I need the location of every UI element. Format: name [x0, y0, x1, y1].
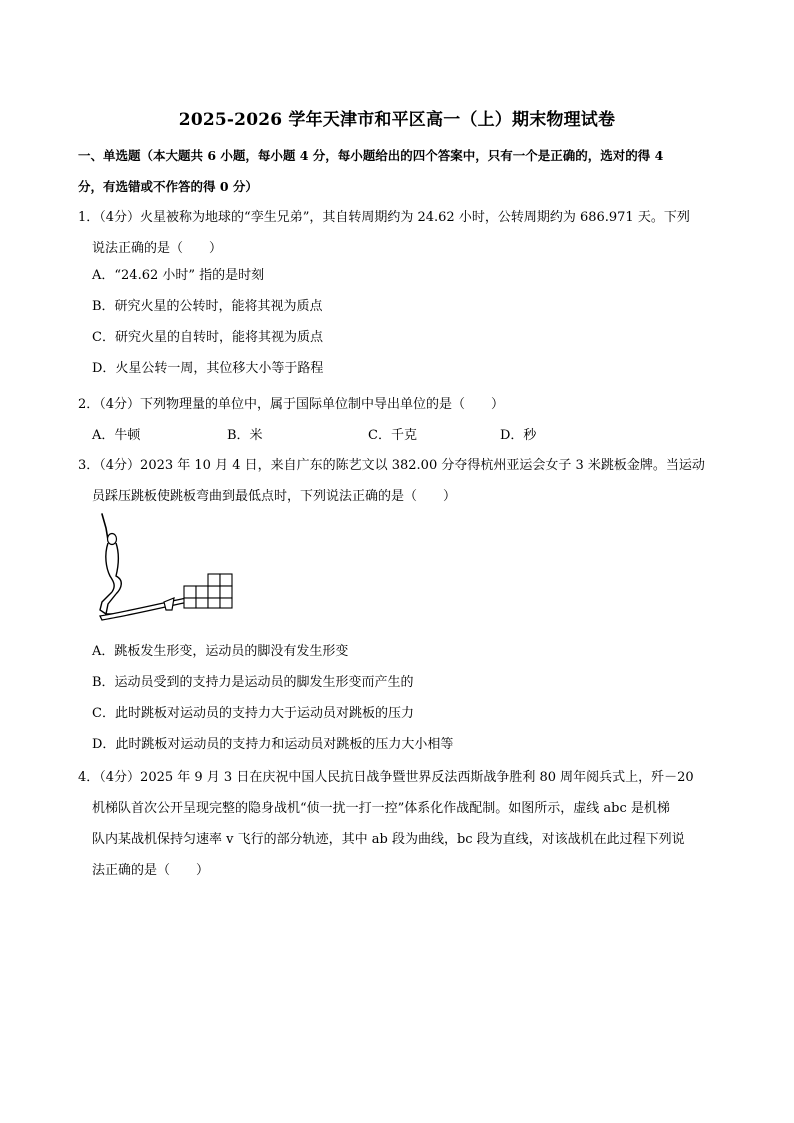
platform-stand — [184, 574, 232, 608]
question-2-option-d: D．秒 — [500, 428, 537, 443]
question-3-option-d: D．此时跳板对运动员的支持力和运动员对跳板的压力大小相等 — [92, 737, 454, 752]
question-4 — [78, 762, 723, 886]
question-4-line-4: 法正确的是（ ） — [92, 863, 210, 878]
diver-head — [108, 534, 117, 545]
question-1-option-c: C．研究火星的自转时，能将其视为质点 — [92, 330, 323, 345]
question-1-option-a: A．“24.62 小时” 指的是时刻 — [92, 268, 265, 283]
question-1 — [78, 202, 723, 264]
question-3-option-c: C．此时跳板对运动员的支持力大于运动员对跳板的压力 — [92, 706, 414, 721]
diver-springboard-figure — [94, 510, 234, 622]
question-3-line-2: 员踩压跳板使跳板弯曲到最低点时，下列说法正确的是（ ） — [92, 489, 457, 504]
question-3-option-a: A．跳板发生形变，运动员的脚没有发生形变 — [92, 644, 349, 659]
springboard-fulcrum — [164, 598, 174, 610]
diver-body-outline-back — [116, 543, 121, 594]
question-3 — [78, 450, 723, 512]
question-2-option-a: A．牛顿 — [92, 428, 141, 443]
question-4-line-2: 机梯队首次公开呈现完整的隐身战机“侦一扰一打一控”体系化作战配制。如图所示，虚线 abc 是机梯 — [92, 801, 670, 816]
diver-arm — [102, 514, 108, 540]
section-header — [78, 140, 728, 202]
question-4-line-3: 队内某战机保持匀速率 v 飞行的部分轨迹，其中 ab 段为曲线，bc 段为直线，对该战机在此过程下列说 — [92, 832, 685, 847]
question-2-line-1: 2．（4分）下列物理量的单位中，属于国际单位制中导出单位的是（ ） — [78, 397, 505, 412]
section-line-2: 分，有选错或不作答的得 0 分） — [78, 179, 258, 194]
question-3-line-1: 3．（4分）2023 年 10 月 4 日，来自广东的陈艺文以 382.00 分夺得杭州亚运会女子 3 米跳板金牌。当运动 — [78, 458, 705, 473]
question-1-line-1: 1．（4分）火星被称为地球的“孪生兄弟”，其自转周期约为 24.62 小时，公转周期约为 686.971 天。下列 — [78, 210, 690, 225]
question-2-option-b: B．米 — [227, 428, 263, 443]
question-2-option-c: C．千克 — [368, 428, 417, 443]
question-1-line-2: 说法正确的是（ ） — [92, 241, 223, 256]
diver-body-outline-front — [106, 543, 114, 592]
question-1-option-d: D．火星公转一周，其位移大小等于路程 — [92, 361, 324, 376]
question-4-line-1: 4．（4分）2025 年 9 月 3 日在庆祝中国人民抗日战争暨世界反法西斯战争胜利 80 周年阅兵式上，歼－20 — [78, 770, 694, 785]
springboard — [100, 598, 188, 620]
exam-title: 2025-2026 学年天津市和平区高一（上）期末物理试卷 — [178, 110, 616, 130]
question-3-option-b: B．运动员受到的支持力是运动员的脚发生形变而产生的 — [92, 675, 414, 690]
question-2 — [78, 389, 723, 420]
question-1-option-b: B．研究火星的公转时，能将其视为质点 — [92, 299, 323, 314]
section-line-1: 一、单选题（本大题共 6 小题，每小题 4 分，每小题给出的四个答案中，只有一个是正确的，选对的得 4 — [78, 148, 664, 163]
